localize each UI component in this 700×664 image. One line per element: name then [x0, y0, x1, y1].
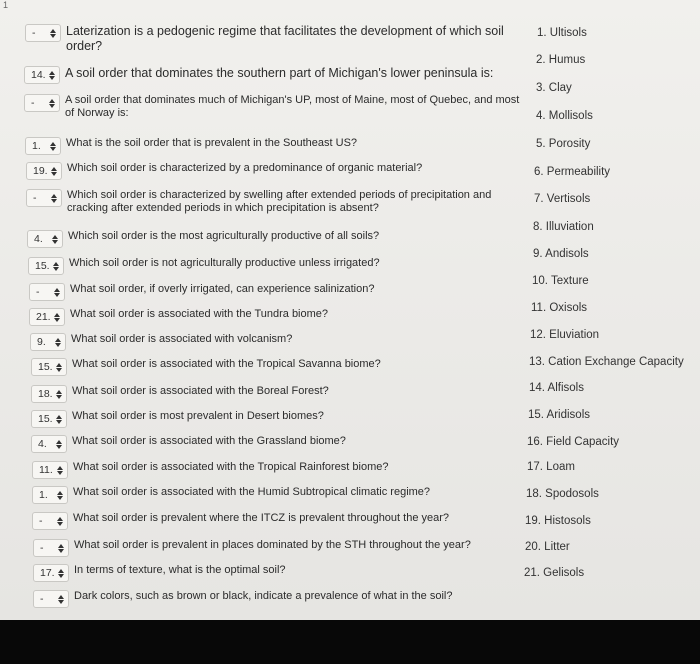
answer-option: 12. Eluviation [530, 329, 600, 341]
answer-option: 18. Spodosols [526, 488, 599, 500]
question-text: What soil order is associated with the Tropical Savanna biome? [72, 358, 381, 370]
answer-select[interactable] [25, 137, 61, 155]
question-text: What soil order is associated with the Boreal Forest? [72, 385, 329, 397]
select-updown-icon [58, 595, 64, 604]
answer-select[interactable] [32, 461, 68, 479]
select-value: 17. [40, 567, 55, 579]
select-updown-icon [57, 466, 63, 475]
question-row [32, 512, 528, 530]
question-row [24, 94, 520, 120]
select-updown-icon [51, 167, 57, 176]
answer-option: 21. Gelisols [524, 567, 585, 579]
question-row [26, 162, 522, 180]
answer-select[interactable] [31, 435, 67, 453]
question-row [31, 435, 527, 453]
select-updown-icon [54, 313, 60, 322]
question-text: What soil order is prevalent in places dominated by the STH throughout the year? [74, 539, 471, 551]
select-value: - [32, 27, 36, 39]
select-updown-icon [52, 235, 58, 244]
question-text: What soil order is associated with the Tundra biome? [70, 308, 329, 320]
answer-select[interactable] [26, 189, 62, 207]
answer-select[interactable] [29, 283, 65, 301]
question-row [28, 257, 524, 275]
question-text: Which soil order is characterized by swelling after extended periods of precipitation and cracking after extended periods in which precipitation is absent? [67, 189, 492, 214]
answer-option: 10. Texture [532, 275, 589, 287]
question-text: Which soil order is not agriculturally productive unless irrigated? [69, 257, 380, 269]
answer-option: 13. Cation Exchange Capacity [529, 356, 684, 368]
question-text: In terms of texture, what is the optimal soil? [74, 564, 286, 576]
select-value: - [40, 593, 44, 605]
answer-select[interactable] [29, 308, 65, 326]
question-row [24, 66, 520, 84]
select-updown-icon [58, 569, 64, 578]
select-value: 15. [38, 361, 53, 373]
question-row [27, 230, 523, 248]
question-text: What soil order is associated with the Grassland biome? [72, 435, 346, 447]
answer-option: 4. Mollisols [536, 110, 593, 122]
select-value: 4. [38, 438, 47, 450]
answer-select[interactable] [31, 385, 67, 403]
question-text: What soil order is associated with the Tropical Rainforest biome? [73, 461, 389, 473]
answer-select[interactable] [31, 358, 67, 376]
bottom-dark-bar [0, 620, 700, 664]
select-updown-icon [56, 390, 62, 399]
answer-option: 9. Andisols [533, 248, 589, 260]
select-value: 4. [34, 233, 43, 245]
question-row [33, 564, 529, 582]
select-value: - [36, 286, 40, 298]
select-value: 1. [39, 489, 48, 501]
select-updown-icon [54, 288, 60, 297]
select-updown-icon [50, 142, 56, 151]
answer-select[interactable] [25, 24, 61, 42]
select-value: 21. [36, 311, 51, 323]
answer-select[interactable] [32, 486, 68, 504]
answer-option: 6. Permeability [534, 166, 611, 178]
question-text: What soil order is associated with the Humid Subtropical climatic regime? [73, 486, 431, 498]
question-text: A soil order that dominates the southern part of Michigan's lower peninsula is: [65, 66, 494, 80]
answer-option: 8. Illuviation [533, 221, 594, 233]
select-value: 15. [35, 260, 50, 272]
answer-option: 1. Ultisols [537, 27, 587, 39]
select-updown-icon [56, 415, 62, 424]
question-row [33, 590, 529, 608]
question-text: What soil order is associated with volcanism? [71, 333, 293, 345]
question-row [31, 385, 527, 403]
question-text: What soil order, if overly irrigated, can experience salinization? [70, 283, 375, 295]
answer-option: 5. Porosity [536, 138, 591, 150]
answer-option: 14. Alfisols [529, 382, 584, 394]
question-row [31, 410, 527, 428]
answer-select[interactable] [24, 94, 60, 112]
select-updown-icon [51, 194, 57, 203]
select-updown-icon [58, 544, 64, 553]
question-text: What soil order is most prevalent in Desert biomes? [72, 410, 324, 422]
select-updown-icon [49, 99, 55, 108]
answer-select[interactable] [26, 162, 62, 180]
question-row [29, 283, 525, 301]
answer-option: 17. Loam [527, 461, 575, 473]
question-row [25, 137, 521, 155]
select-updown-icon [56, 440, 62, 449]
select-value: - [33, 192, 37, 204]
answer-select[interactable] [31, 410, 67, 428]
select-value: - [39, 515, 43, 527]
question-text: Which soil order is characterized by a predominance of organic material? [67, 162, 423, 174]
question-row [32, 461, 528, 479]
question-text: A soil order that dominates much of Michigan's UP, most of Maine, most of Quebec, and most of Norway is: [65, 94, 520, 119]
select-updown-icon [56, 363, 62, 372]
question-row [31, 358, 527, 376]
answer-select[interactable] [28, 257, 64, 275]
question-row [33, 539, 529, 557]
select-value: 19. [33, 165, 48, 177]
select-value: 9. [37, 336, 46, 348]
answer-option: 16. Field Capacity [527, 436, 620, 448]
answer-option: 19. Histosols [525, 515, 591, 527]
select-updown-icon [57, 517, 63, 526]
answer-select[interactable] [24, 66, 60, 84]
page-corner-number: 1 [3, 0, 9, 10]
question-text: Which soil order is the most agriculturally productive of all soils? [68, 230, 380, 242]
question-row [26, 189, 522, 215]
question-text: Laterization is a pedogenic regime that facilitates the development of which soil order? [66, 24, 504, 53]
select-updown-icon [53, 262, 59, 271]
select-updown-icon [57, 491, 63, 500]
select-value: - [40, 542, 44, 554]
select-value: 11. [39, 464, 53, 476]
answer-option: 7. Vertisols [534, 193, 591, 205]
question-text: Dark colors, such as brown or black, indicate a prevalence of what in the soil? [74, 590, 453, 602]
answer-option: 15. Aridisols [528, 409, 591, 421]
question-row [29, 308, 525, 326]
question-text: What soil order is prevalent where the ITCZ is prevalent throughout the year? [73, 512, 450, 524]
answer-select[interactable] [33, 564, 69, 582]
answer-option: 2. Humus [536, 54, 586, 66]
select-value: 1. [32, 140, 41, 152]
question-row [30, 333, 526, 351]
select-value: 18. [38, 388, 53, 400]
select-value: 14. [31, 69, 46, 81]
question-text: What is the soil order that is prevalent in the Southeast US? [66, 137, 358, 149]
answer-select[interactable] [32, 512, 68, 530]
answer-select[interactable] [33, 539, 69, 557]
select-updown-icon [49, 71, 55, 80]
select-value: 15. [38, 413, 53, 425]
answer-option: 3. Clay [536, 82, 572, 94]
answer-select[interactable] [33, 590, 69, 608]
answer-option: 11. Oxisols [531, 302, 588, 314]
answer-select[interactable] [30, 333, 66, 351]
answer-select[interactable] [27, 230, 63, 248]
select-updown-icon [50, 29, 56, 38]
select-value: - [31, 97, 35, 109]
question-row [25, 24, 521, 54]
answer-option: 20. Litter [525, 541, 570, 553]
question-row [32, 486, 528, 504]
select-updown-icon [55, 338, 61, 347]
